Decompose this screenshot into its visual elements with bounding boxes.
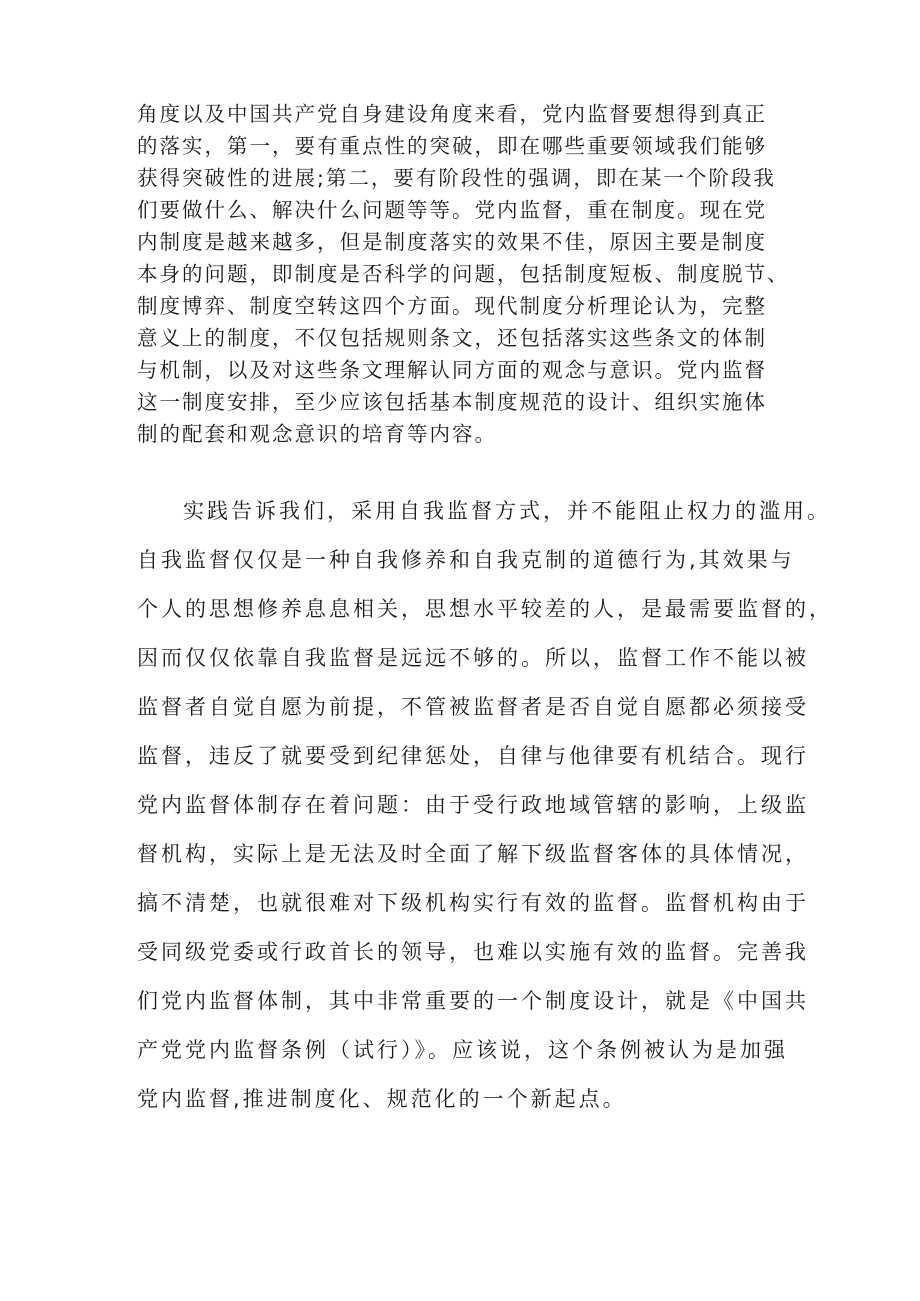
paragraph-line: 督机构，实际上是无法及时全面了解下级监督客体的具体情况，	[137, 842, 809, 866]
paragraph-line: 监督者自觉自愿为前提，不管被监督者是否自觉自愿都必须接受	[137, 695, 809, 719]
paragraph-line: 受同级党委或行政首长的领导，也难以实施有效的监督。完善我	[137, 940, 809, 964]
paragraph-line: 意义上的制度，不仅包括规则条文，还包括落实这些条文的体制	[137, 326, 767, 350]
paragraph-line: 党内监督体制存在着问题：由于受行政地域管辖的影响，上级监	[137, 793, 809, 817]
paragraph-line: 的落实，第一，要有重点性的突破，即在哪些重要领域我们能够	[137, 134, 767, 158]
paragraph-line: 们党内监督体制，其中非常重要的一个制度设计，就是《中国共	[137, 989, 809, 1013]
paragraph-line: 实践告诉我们，采用自我监督方式，并不能阻止权力的滥用。	[183, 499, 831, 523]
paragraph-line: 个人的思想修养息息相关，思想水平较差的人，是最需要监督的，	[137, 597, 833, 621]
paragraph-line: 制的配套和观念意识的培育等内容。	[137, 422, 497, 446]
paragraph-line: 制度博弈、制度空转这四个方面。现代制度分析理论认为，完整	[137, 294, 767, 318]
paragraph-line: 监督，违反了就要受到纪律惩处，自律与他律要有机结合。现行	[137, 744, 809, 768]
paragraph-line: 与机制，以及对这些条文理解认同方面的观念与意识。党内监督	[137, 358, 767, 382]
paragraph-line: 自我监督仅仅是一种自我修养和自我克制的道德行为,其效果与	[137, 548, 795, 572]
paragraph-line: 产党党内监督条例（试行）》。应该说，这个条例被认为是加强	[137, 1038, 788, 1062]
paragraph-line: 角度以及中国共产党自身建设角度来看，党内监督要想得到真正	[137, 102, 767, 126]
paragraph-line: 内制度是越来越多，但是制度落实的效果不佳，原因主要是制度	[137, 230, 767, 254]
paragraph-line: 党内监督,推进制度化、规范化的一个新起点。	[137, 1087, 627, 1111]
paragraph-line: 搞不清楚，也就很难对下级机构实行有效的监督。监督机构由于	[137, 891, 809, 915]
paragraph-line: 们要做什么、解决什么问题等等。党内监督，重在制度。现在党	[137, 198, 767, 222]
paragraph-line: 因而仅仅依靠自我监督是远远不够的。所以，监督工作不能以被	[137, 646, 809, 670]
paragraph-line: 这一制度安排，至少应该包括基本制度规范的设计、组织实施体	[137, 390, 767, 414]
paragraph-line: 获得突破性的进展;第二，要有阶段性的强调，即在某一个阶段我	[137, 166, 776, 190]
paragraph-line: 本身的问题，即制度是否科学的问题，包括制度短板、制度脱节、	[137, 262, 790, 286]
